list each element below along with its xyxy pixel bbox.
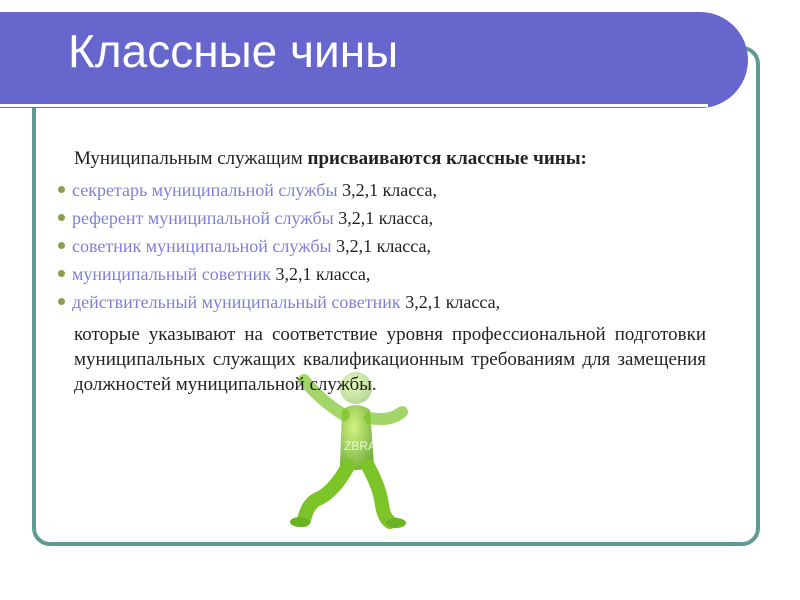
rank-list bbox=[74, 176, 706, 316]
bullet-icon bbox=[58, 214, 65, 221]
rank-name: муниципальный советник bbox=[72, 264, 272, 284]
rank-classes: 3,2,1 класса, bbox=[337, 180, 437, 200]
outro-paragraph: которые указывают на соответствие уровня профессиональной подготовки муниципальных служащих квалификационным требованиям для замещения должностей муниципальной службы. bbox=[74, 324, 706, 395]
slide-content bbox=[74, 146, 706, 397]
intro-text: Муниципальным служащим bbox=[74, 148, 308, 169]
list-item bbox=[72, 232, 706, 260]
list-item bbox=[72, 260, 706, 288]
bullet-icon bbox=[58, 298, 65, 305]
rank-classes: 3,2,1 класса, bbox=[333, 208, 434, 228]
rank-name: референт муниципальной службы bbox=[72, 208, 334, 228]
rank-name: действительный муниципальный советник bbox=[72, 292, 401, 312]
bullet-icon bbox=[58, 186, 65, 193]
bullet-icon bbox=[58, 242, 65, 249]
rank-name: секретарь муниципальной службы bbox=[72, 180, 338, 200]
title-rule bbox=[0, 104, 708, 107]
list-item bbox=[72, 204, 706, 232]
slide-title: Классные чины bbox=[68, 25, 399, 77]
intro-bold-text: присваиваются классные чины: bbox=[307, 148, 587, 169]
figure-label: ZBRA bbox=[344, 439, 377, 453]
rank-classes: 3,2,1 класса, bbox=[400, 292, 501, 312]
bullet-icon bbox=[58, 270, 65, 277]
rank-name: советник муниципальной службы bbox=[72, 236, 332, 256]
rank-classes: 3,2,1 класса, bbox=[271, 264, 371, 284]
list-item bbox=[72, 176, 706, 204]
intro-paragraph bbox=[74, 146, 706, 171]
list-item bbox=[72, 288, 706, 316]
rank-classes: 3,2,1 класса, bbox=[331, 236, 431, 256]
